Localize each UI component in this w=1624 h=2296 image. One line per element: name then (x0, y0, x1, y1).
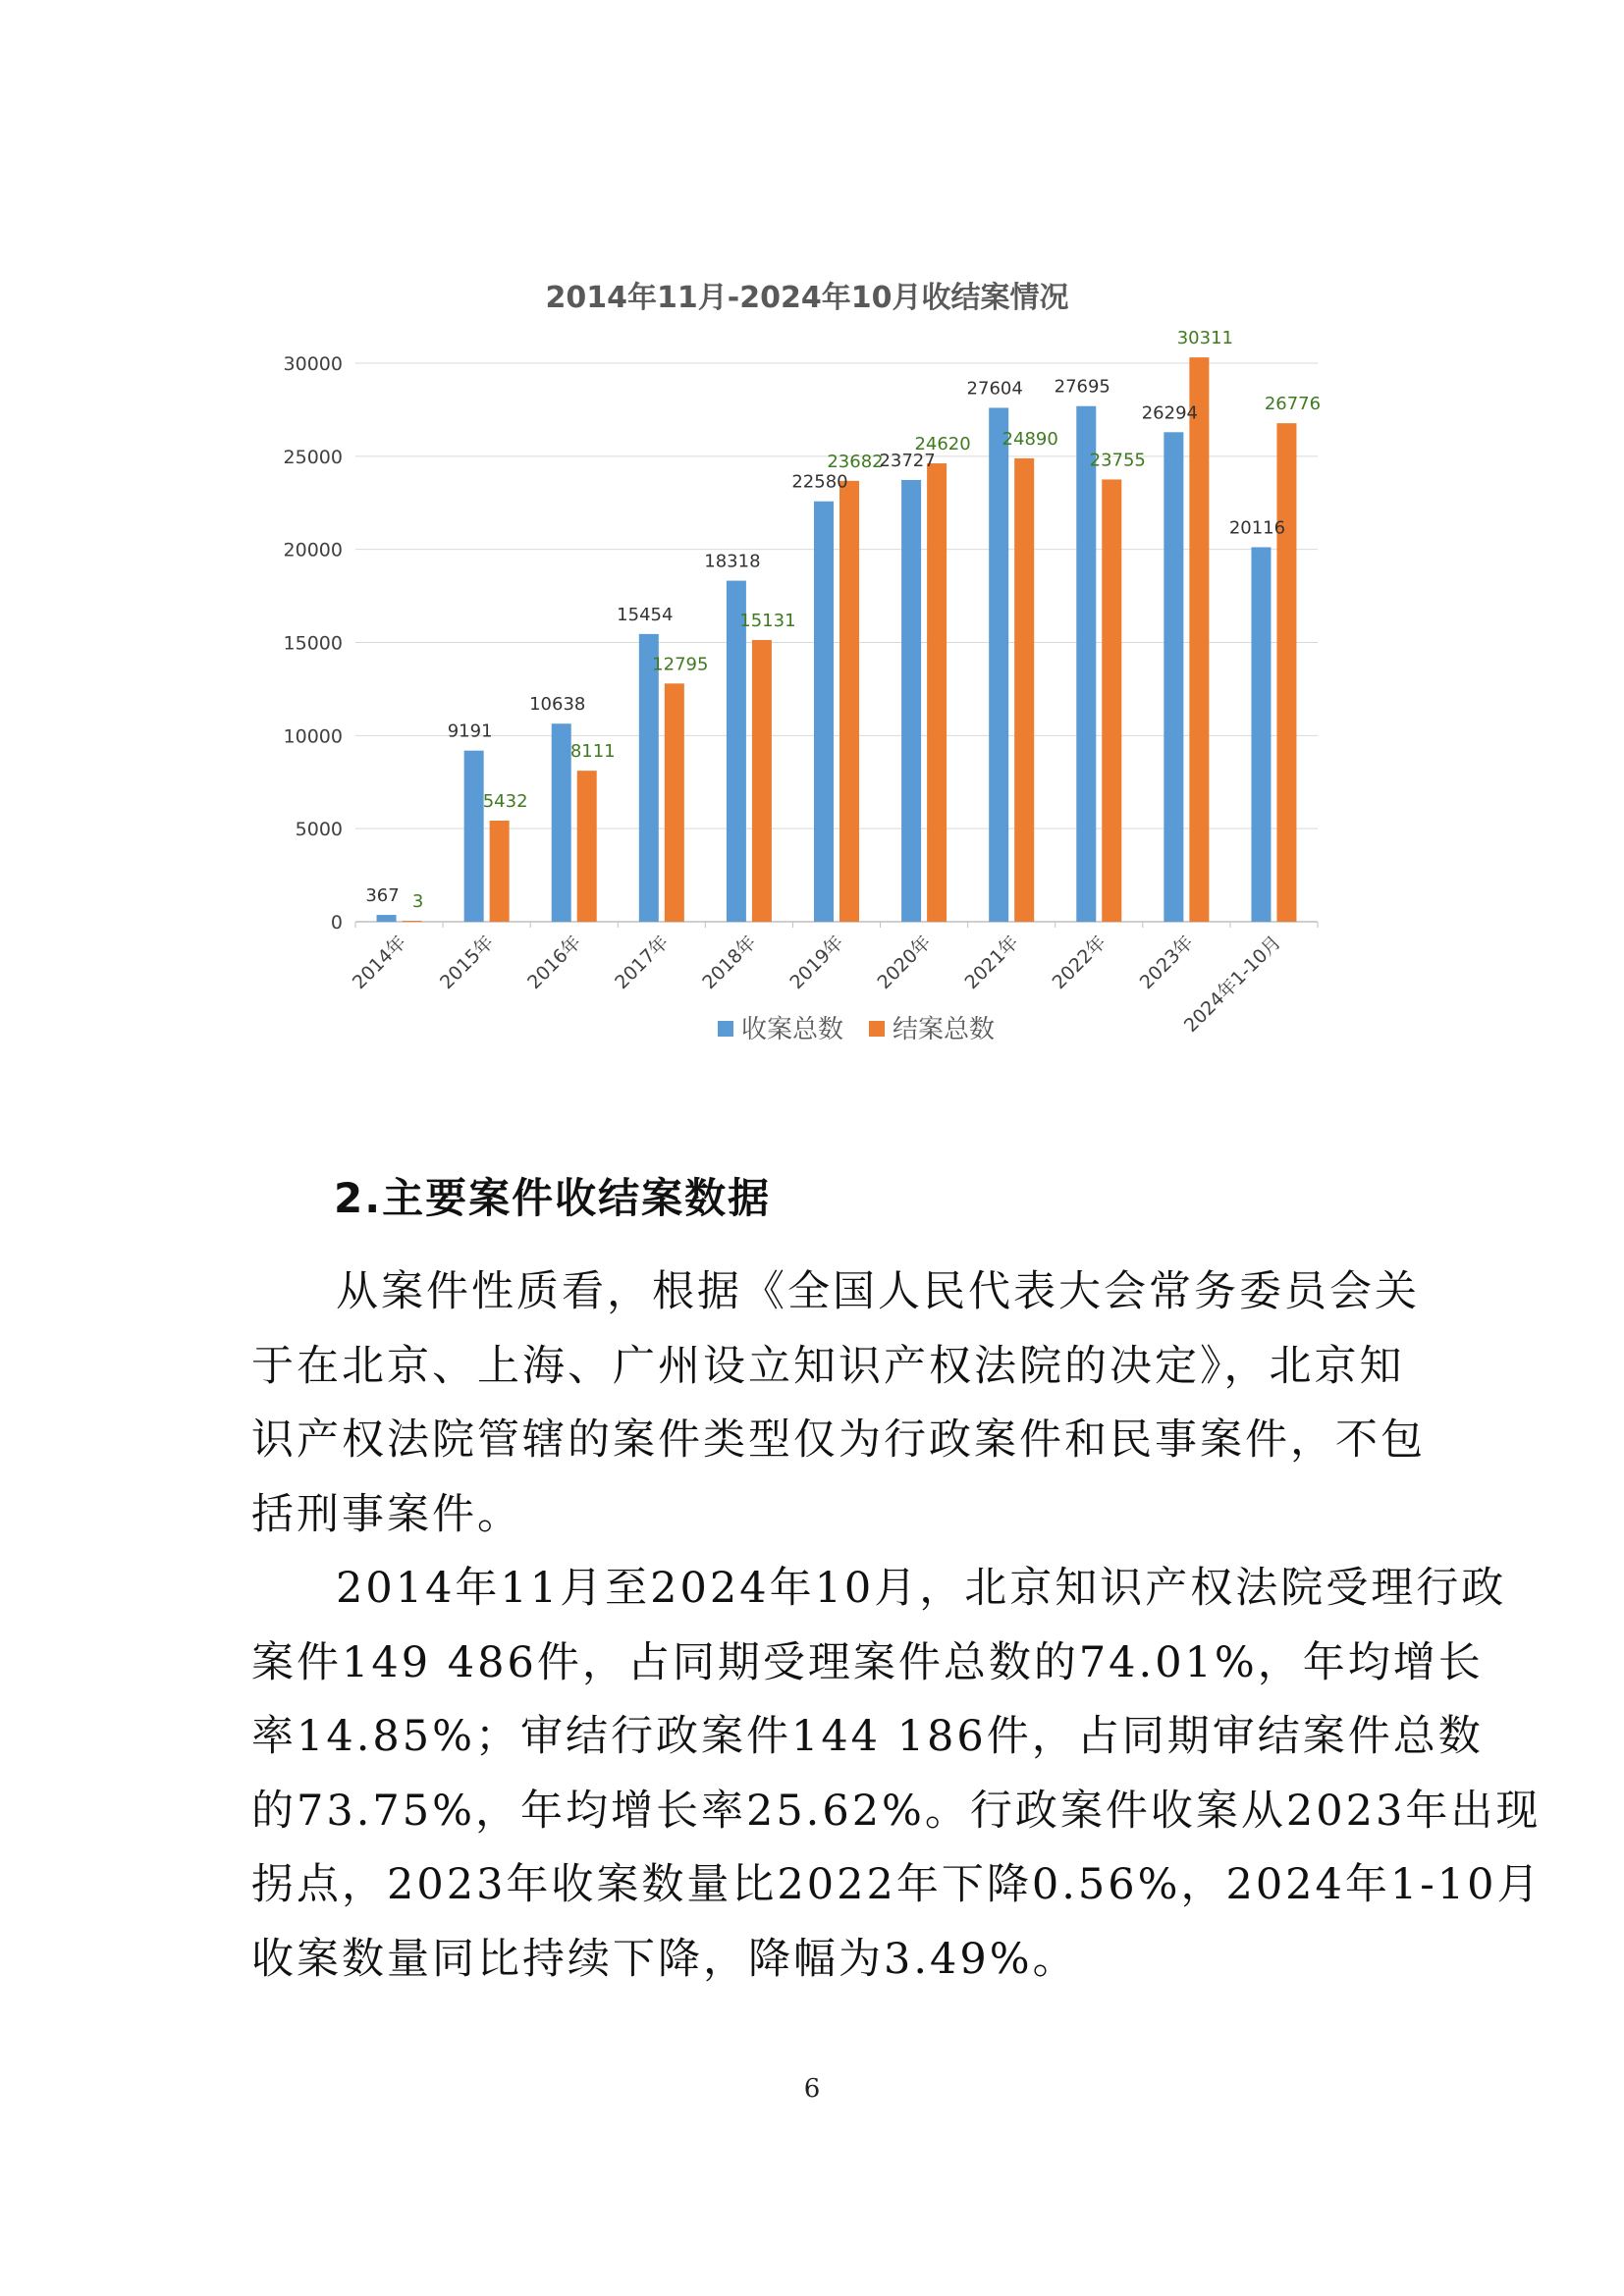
data-label-received: 27695 (1054, 376, 1110, 398)
bar-closed (577, 771, 597, 922)
data-label-closed: 24620 (914, 434, 971, 455)
bar-chart (0, 0, 1624, 1080)
y-tick-label: 0 (330, 912, 343, 934)
bar-received (901, 480, 921, 922)
paragraph-line: 率14.85%；审结行政案件144 186件，占同期审结案件总数 (251, 1712, 1484, 1761)
data-label-closed: 12795 (652, 654, 709, 675)
category-label: 2022年 (1048, 931, 1110, 994)
data-label-closed: 24890 (1001, 428, 1058, 450)
bar-received (377, 915, 397, 922)
data-label-closed: 5432 (482, 790, 528, 812)
section-heading: 2.主要案件收结案数据 (334, 1174, 772, 1222)
bars (377, 357, 1297, 922)
bar-received (552, 723, 571, 922)
bar-received (464, 751, 484, 922)
chart-title: 2014年11月-2024年10月收结案情况 (545, 281, 1069, 315)
y-tick-label: 10000 (283, 725, 343, 748)
bar-received (989, 407, 1008, 922)
legend-label-received: 收案总数 (741, 1015, 844, 1044)
paragraph-line: 括刑事案件。 (251, 1489, 522, 1539)
bar-closed (927, 463, 947, 922)
bar-received (1164, 432, 1183, 922)
y-tick-label: 30000 (283, 353, 343, 375)
paragraph-line: 于在北京、上海、广州设立知识产权法院的决定》，北京知 (251, 1341, 1405, 1391)
bar-closed (403, 921, 422, 922)
data-label-received: 23727 (879, 450, 936, 471)
y-tick-label: 20000 (283, 539, 343, 561)
bar-closed (665, 683, 684, 922)
data-label-closed: 23755 (1089, 450, 1146, 471)
data-label-received: 9191 (447, 721, 493, 742)
data-label-received: 18318 (704, 551, 761, 572)
bar-received (1251, 547, 1271, 922)
category-label: 2019年 (785, 931, 848, 994)
data-label-received: 26294 (1141, 402, 1198, 424)
paragraph-line: 收案数量同比持续下降，降幅为3.49%。 (251, 1934, 1078, 1984)
category-label: 2020年 (873, 931, 936, 994)
data-label-closed: 15131 (739, 611, 796, 632)
data-label-closed: 3 (411, 891, 424, 912)
paragraph-line: 拐点，2023年收案数量比2022年下降0.56%，2024年1-10月 (251, 1860, 1543, 1909)
paragraph-line: 案件149 486件，占同期受理案件总数的74.01%，年均增长 (251, 1637, 1484, 1687)
paragraph-line: 的73.75%，年均增长率25.62%。行政案件收案从2023年出现 (251, 1786, 1542, 1836)
data-label-received: 367 (365, 885, 400, 907)
data-label-received: 20116 (1228, 517, 1286, 539)
paragraph-line: 2014年11月至2024年10月，北京知识产权法院受理行政 (336, 1564, 1507, 1613)
bar-closed (752, 640, 772, 922)
bar-closed (1189, 357, 1209, 922)
bar-closed (490, 821, 510, 922)
data-label-received: 15454 (617, 604, 674, 625)
data-label-received: 10638 (529, 694, 586, 716)
bar-received (727, 581, 746, 922)
legend-label-closed: 结案总数 (893, 1015, 996, 1044)
y-axis-ticks (284, 353, 343, 934)
category-label: 2018年 (698, 931, 761, 994)
category-label: 2016年 (523, 931, 586, 994)
category-label: 2024年1-10月 (1179, 931, 1285, 1038)
legend-swatch-closed (869, 1021, 885, 1037)
bar-closed (1102, 479, 1121, 922)
bar-received (1076, 406, 1096, 922)
y-tick-label: 15000 (283, 632, 343, 655)
bar-received (814, 502, 834, 922)
legend-swatch-received (718, 1021, 733, 1037)
data-label-closed: 8111 (569, 741, 616, 763)
paragraph-admin-cases (251, 1552, 1543, 1997)
y-tick-label: 5000 (295, 819, 343, 841)
bar-closed (1014, 458, 1034, 922)
paragraph-line: 从案件性质看，根据《全国人民代表大会常务委员会关 (336, 1267, 1420, 1316)
y-tick-label: 25000 (283, 446, 343, 468)
data-label-received: 22580 (791, 471, 848, 493)
category-label: 2015年 (435, 931, 499, 994)
data-label-closed: 23682 (827, 451, 884, 472)
category-label: 2017年 (611, 931, 674, 994)
category-label: 2023年 (1135, 931, 1198, 994)
bar-closed (1276, 423, 1296, 922)
data-label-received: 27604 (966, 378, 1023, 400)
chart-legend (718, 1015, 995, 1044)
bar-received (639, 634, 659, 922)
page-number: 6 (803, 2074, 821, 2104)
paragraph-case-nature (251, 1255, 1426, 1552)
category-label: 2014年 (348, 931, 411, 994)
paragraph-line: 识产权法院管辖的案件类型仅为行政案件和民事案件，不包 (251, 1415, 1426, 1465)
data-label-closed: 30311 (1176, 328, 1233, 349)
bar-closed (839, 481, 859, 922)
data-label-closed: 26776 (1264, 394, 1322, 415)
category-label: 2021年 (960, 931, 1023, 994)
